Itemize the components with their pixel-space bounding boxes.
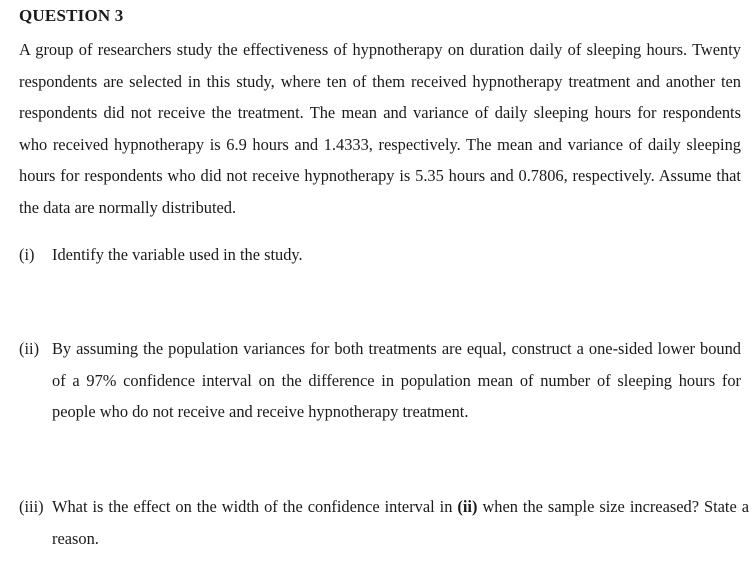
part-iii — [19, 491, 749, 554]
part-i-number: (i) — [19, 245, 35, 264]
part-iii-text-after: when the sample size increased? State a reason. — [52, 497, 749, 548]
question-intro: A group of researchers study the effectiveness of hypnotherapy on duration daily of sleeping hours. Twenty respondents are selected in this study, where ten of them received hypnotherapy treatment and another ten respondents did not receive the treatment. The mean and variance of daily sleeping hours for respondents who received hypnotherapy is 6.9 hours and 1.4333, respectively. The mean and variance of daily sleeping hours for respondents who did not receive hypnotherapy is 5.35 hours and 0.7806, respectively. Assume that the data are normally distributed. — [19, 40, 741, 217]
part-iii-text — [52, 491, 749, 554]
part-i — [19, 239, 741, 271]
part-ii-number: (ii) — [19, 339, 40, 358]
part-iii-reference: (ii) — [457, 497, 478, 516]
part-i-text: Identify the variable used in the study. — [52, 245, 303, 264]
part-iii-text-before: What is the effect on the width of the confidence interval in — [52, 497, 458, 516]
question-title: QUESTION 3 — [19, 6, 124, 25]
part-ii-text: By assuming the population variances for both treatments are equal, construct a one-sided lower bound of a 97% confidence interval on the difference in population mean of number of sleeping hours for people who do not receive and receive hypnotherapy treatment. — [52, 339, 741, 421]
part-ii — [19, 333, 741, 428]
part-iii-number: (iii) — [19, 497, 44, 516]
